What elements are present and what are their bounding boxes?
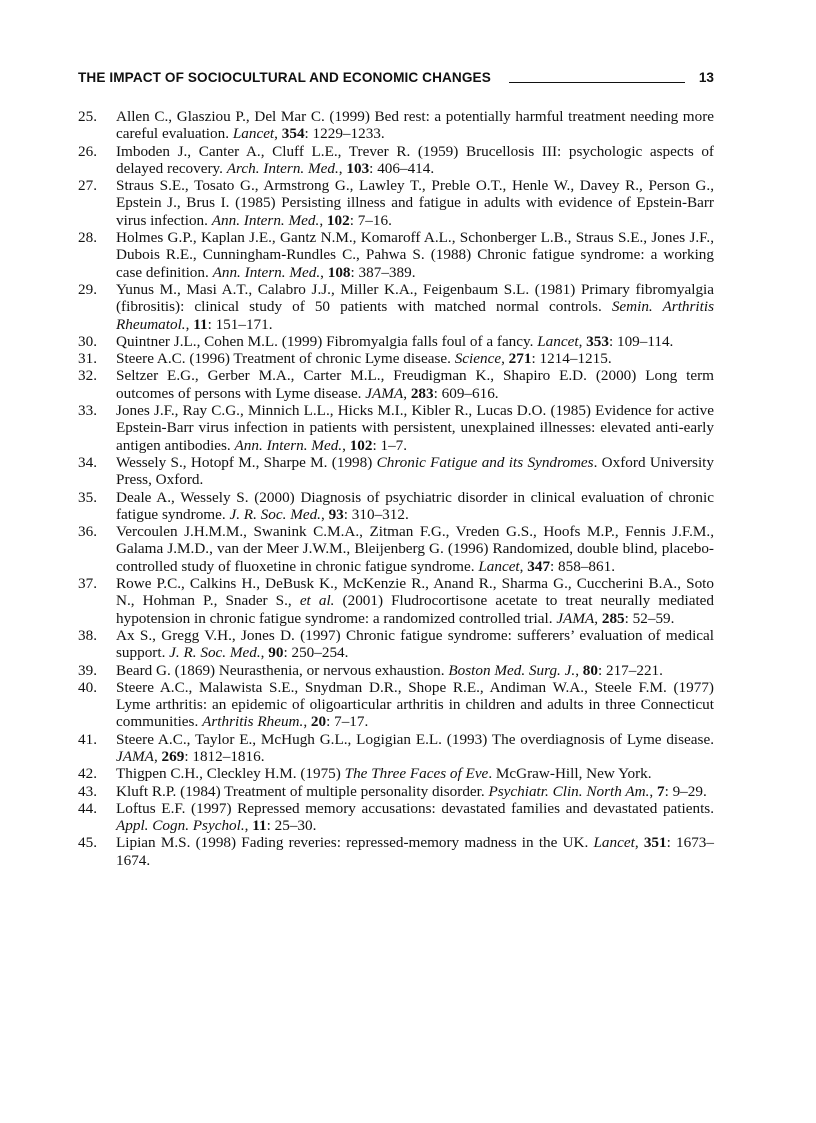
reference-number: 30. (78, 332, 97, 350)
reference-number: 40. (78, 678, 97, 696)
reference-number: 38. (78, 626, 97, 644)
reference-segment: , (303, 713, 311, 731)
reference-segment: , (153, 747, 162, 765)
reference-item (78, 454, 714, 489)
reference-segment: , (185, 315, 194, 333)
page-header (78, 66, 714, 88)
reference-item (78, 333, 714, 350)
reference-segment: Allen C., Glasziou P., Del Mar C. (1999) Bed rest: a potentially harmful treatment needing more careful evaluation. (116, 108, 714, 143)
reference-text (116, 800, 714, 835)
reference-segment: Rowe P.C., Calkins H., DeBusk K., McKenzie R., Anand R., Sharma G., Cuccherini B.A., Soto N., Hohman P., Snader S., (116, 575, 714, 610)
reference-segment: Yunus M., Masi A.T., Calabro J.J., Miller K.A., Feigenbaum S.L. (1981) Primary fibromyalgia (fibrositis): clinical study of 50 patients with matched normal controls. (116, 280, 714, 316)
reference-volume: 102 (326, 211, 350, 229)
reference-segment: , (260, 644, 269, 662)
reference-item (78, 281, 714, 333)
reference-segment: . Oxford University Press, Oxford. (116, 453, 714, 489)
reference-title-italic: Ann. Intern. Med. (212, 263, 321, 281)
reference-title-italic: Psychiatr. Clin. North Am. (488, 782, 650, 800)
reference-text (116, 489, 714, 524)
reference-title-italic: Appl. Cogn. Psychol. (116, 817, 245, 835)
reference-segment: , (244, 817, 253, 835)
reference-volume: 20 (310, 713, 327, 731)
reference-segment: , (634, 834, 644, 852)
reference-item (78, 367, 714, 402)
reference-volume: 269 (161, 747, 185, 765)
reference-segment: Seltzer E.G., Gerber M.A., Carter M.L., Freudigman K., Shapiro E.D. (2000) Long term outcomes of persons with Lyme disease. (116, 367, 714, 402)
reference-volume: 80 (582, 661, 598, 679)
reference-text (116, 627, 714, 662)
reference-number: 39. (78, 661, 97, 679)
reference-segment: : 1214–1215. (531, 350, 612, 368)
reference-item (78, 489, 714, 524)
reference-number: 41. (78, 730, 97, 748)
reference-volume: 11 (252, 817, 267, 835)
reference-segment: : 217–221. (597, 661, 663, 679)
reference-text (116, 333, 714, 350)
reference-title-italic: Lancet (537, 332, 579, 350)
reference-segment: , (578, 332, 587, 350)
reference-title-italic: Ann. Intern. Med. (211, 211, 320, 229)
reference-number: 35. (78, 488, 97, 506)
reference-title-italic: J. R. Soc. Med. (229, 505, 321, 523)
reference-text (116, 229, 714, 281)
reference-number: 32. (78, 367, 97, 385)
reference-number: 25. (78, 108, 97, 125)
reference-text (116, 108, 714, 143)
reference-title-italic: Ann. Intern. Med. (234, 436, 343, 454)
reference-title-italic: Semin. Arthritis Rheumatol. (116, 298, 714, 333)
reference-segment: , (338, 159, 347, 177)
reference-segment: Imboden J., Canter A., Cluff L.E., Trever R. (1959) Brucellosis III: psychologic aspects of delayed recovery. (116, 142, 714, 177)
reference-item (78, 731, 714, 766)
reference-title-italic: JAMA (116, 747, 154, 765)
reference-segment: Loftus E.F. (1997) Repressed memory accusations: devastated families and devastated patients. (116, 799, 714, 817)
reference-title-italic: Science (454, 350, 502, 368)
reference-segment: . McGraw-Hill, New York. (488, 765, 652, 783)
reference-segment: Jones J.F., Ray C.G., Minnich L.L., Hicks M.I., Kibler R., Lucas D.O. (1985) Evidence for active Epstein-Barr virus infection in patients with persistent, unexplained illnesses: elevated anti-early antigen antibodies. (116, 402, 714, 454)
reference-segment: : 858–861. (550, 557, 616, 575)
reference-volume: 11 (193, 315, 208, 333)
reference-segment: Thigpen C.H., Cleckley H.M. (1975) (116, 765, 345, 783)
reference-title-italic: J. R. Soc. Med. (169, 644, 261, 662)
reference-segment: , (319, 211, 327, 229)
reference-volume: 285 (601, 609, 625, 627)
reference-segment: Beard G. (1869) Neurasthenia, or nervous exhaustion. (116, 661, 449, 679)
reference-volume: 283 (410, 384, 434, 402)
reference-text (116, 783, 714, 800)
page-number: 13 (698, 69, 714, 85)
reference-title-italic: JAMA (365, 384, 404, 402)
reference-text (116, 177, 714, 229)
reference-segment: : 387–389. (350, 263, 416, 281)
reference-segment: : 609–616. (433, 384, 499, 402)
reference-text (116, 523, 714, 575)
reference-item (78, 662, 714, 679)
reference-segment: , (519, 557, 528, 575)
reference-title-italic: Boston Med. Surg. J. (448, 661, 576, 679)
reference-title-italic: Lancet (593, 834, 635, 852)
reference-segment: , (649, 782, 657, 800)
reference-number: 27. (78, 177, 97, 195)
reference-segment: Ax S., Gregg V.H., Jones D. (1997) Chronic fatigue syndrome: sufferers’ evaluation of medical support. (116, 626, 714, 662)
reference-text (116, 454, 714, 489)
reference-item (78, 229, 714, 281)
reference-volume: 351 (643, 834, 667, 852)
reference-segment: , (320, 263, 328, 281)
reference-segment: : 1673–1674. (116, 834, 714, 869)
reference-segment: , (342, 436, 350, 454)
reference-volume: 354 (281, 125, 305, 143)
reference-item (78, 350, 714, 367)
reference-segment: , (320, 505, 329, 523)
reference-text (116, 350, 714, 367)
reference-text (116, 662, 714, 679)
reference-segment: Kluft R.P. (1984) Treatment of multiple personality disorder. (116, 782, 489, 800)
reference-segment: Holmes G.P., Kaplan J.E., Gantz N.M., Komaroff A.L., Schonberger L.B., Straus S.E., Jones J.F., Dubois R.E., Cunningham-Rundles C., Pahwa S. (1988) Chronic fatigue syndrome: a working case definition. (116, 229, 714, 281)
reference-number: 44. (78, 799, 97, 817)
reference-volume: 102 (349, 436, 373, 454)
reference-text (116, 765, 714, 782)
reference-segment: : 109–114. (608, 332, 674, 350)
reference-segment: , (594, 609, 602, 627)
reference-item (78, 800, 714, 835)
reference-item (78, 108, 714, 143)
reference-segment: Steere A.C., Malawista S.E., Snydman D.R., Shope R.E., Andiman W.A., Steele F.M. (1977) Lyme arthritis: an epidemic of oligoarticular arthritis in children and adults in three Connecticut communities. (116, 678, 714, 731)
reference-segment: : 406–414. (369, 159, 435, 177)
reference-number: 34. (78, 453, 97, 471)
reference-number: 45. (78, 834, 97, 852)
reference-title-italic: Chronic Fatigue and its Syndromes (376, 453, 594, 471)
reference-item (78, 402, 714, 454)
reference-item (78, 834, 714, 869)
reference-title-italic: Arthritis Rheum. (202, 713, 304, 731)
reference-title-italic: Lancet (478, 557, 520, 575)
reference-segment: Vercoulen J.H.M.M., Swanink C.M.A., Zitman F.G., Vreden G.S., Hoofs M.P., Fennis J.F.M., Galama J.M.D., van der Meer J.W.M., Bleijenberg G. (1996) Randomized, double blind, placebo-controlled study of fluoxetine in chronic fatigue syndrome. (116, 523, 714, 575)
reference-volume: 103 (346, 159, 370, 177)
reference-text (116, 679, 714, 731)
reference-segment: , (403, 384, 411, 402)
reference-item (78, 523, 714, 575)
reference-title-italic: Arch. Intern. Med. (226, 159, 339, 177)
reference-item (78, 679, 714, 731)
reference-segment: Steere A.C. (1996) Treatment of chronic Lyme disease. (116, 350, 455, 368)
reference-segment: , (274, 125, 282, 143)
reference-volume: 271 (508, 350, 532, 368)
reference-segment: : 1812–1816. (184, 747, 265, 765)
reference-segment: , (575, 661, 583, 679)
reference-title-italic: et al. (299, 592, 335, 610)
reference-segment: Steere A.C., Taylor E., McHugh G.L., Logigian E.L. (1993) The overdiagnosis of Lyme disease. (116, 730, 714, 748)
reference-segment: : 52–59. (624, 609, 675, 627)
reference-number: 28. (78, 229, 97, 247)
reference-segment: Straus S.E., Tosato G., Armstrong G., Lawley T., Preble O.T., Henle W., Davey R., Person G., Epstein J., Brus I. (1985) Persisting illness and fatigue in adults with evidence of Epstein-Barr virus infection. (116, 177, 714, 229)
reference-segment: Wessely S., Hotopf M., Sharpe M. (1998) (116, 453, 377, 471)
reference-number: 43. (78, 782, 97, 800)
reference-segment: Quintner J.L., Cohen M.L. (1999) Fibromyalgia falls foul of a fancy. (116, 332, 538, 350)
reference-segment: : 310–312. (343, 505, 409, 523)
reference-segment: : 9–29. (664, 782, 707, 800)
reference-segment: (2001) Fludrocortisone acetate to treat neurally mediated hypotension in chronic fatigue syndrome: a randomized controlled trial. (116, 592, 715, 627)
reference-item (78, 143, 714, 178)
reference-text (116, 731, 714, 766)
reference-title-italic: The Three Faces of Eve (344, 765, 489, 783)
reference-segment: : 1229–1233. (304, 125, 385, 143)
reference-volume: 93 (328, 505, 344, 523)
reference-item (78, 627, 714, 662)
reference-number: 26. (78, 142, 97, 160)
reference-text (116, 367, 714, 402)
reference-number: 37. (78, 575, 97, 593)
reference-segment: Lipian M.S. (1998) Fading reveries: repressed-memory madness in the UK. (116, 834, 594, 852)
reference-number: 42. (78, 765, 97, 783)
reference-segment: : 7–17. (326, 713, 369, 731)
reference-item (78, 177, 714, 229)
reference-text (116, 575, 714, 627)
reference-segment: : 1–7. (372, 436, 408, 454)
reference-segment: Deale A., Wessely S. (2000) Diagnosis of psychiatric disorder in clinical evaluation of chronic fatigue syndrome. (116, 488, 714, 523)
reference-text (116, 143, 714, 178)
reference-title-italic: JAMA (556, 609, 595, 627)
reference-item (78, 783, 714, 800)
reference-segment: : 250–254. (283, 644, 349, 662)
reference-segment: : 25–30. (266, 817, 317, 835)
reference-number: 29. (78, 280, 97, 298)
reference-segment: : 151–171. (207, 315, 273, 333)
reference-item (78, 575, 714, 627)
reference-text (116, 402, 714, 454)
reference-volume: 7 (656, 782, 665, 800)
reference-list (78, 108, 714, 869)
reference-number: 31. (78, 350, 97, 368)
reference-volume: 353 (586, 332, 609, 350)
reference-item (78, 765, 714, 782)
running-title: THE IMPACT OF SOCIOCULTURAL AND ECONOMIC CHANGES (78, 69, 491, 85)
reference-title-italic: Lancet (232, 125, 275, 143)
reference-number: 36. (78, 523, 97, 541)
reference-volume: 347 (527, 557, 551, 575)
reference-text (116, 834, 714, 869)
reference-text (116, 281, 714, 333)
reference-volume: 108 (327, 263, 351, 281)
reference-volume: 90 (268, 644, 284, 662)
header-rule (509, 82, 685, 83)
reference-number: 33. (78, 402, 97, 420)
reference-segment: , (501, 350, 509, 368)
reference-segment: : 7–16. (349, 211, 392, 229)
